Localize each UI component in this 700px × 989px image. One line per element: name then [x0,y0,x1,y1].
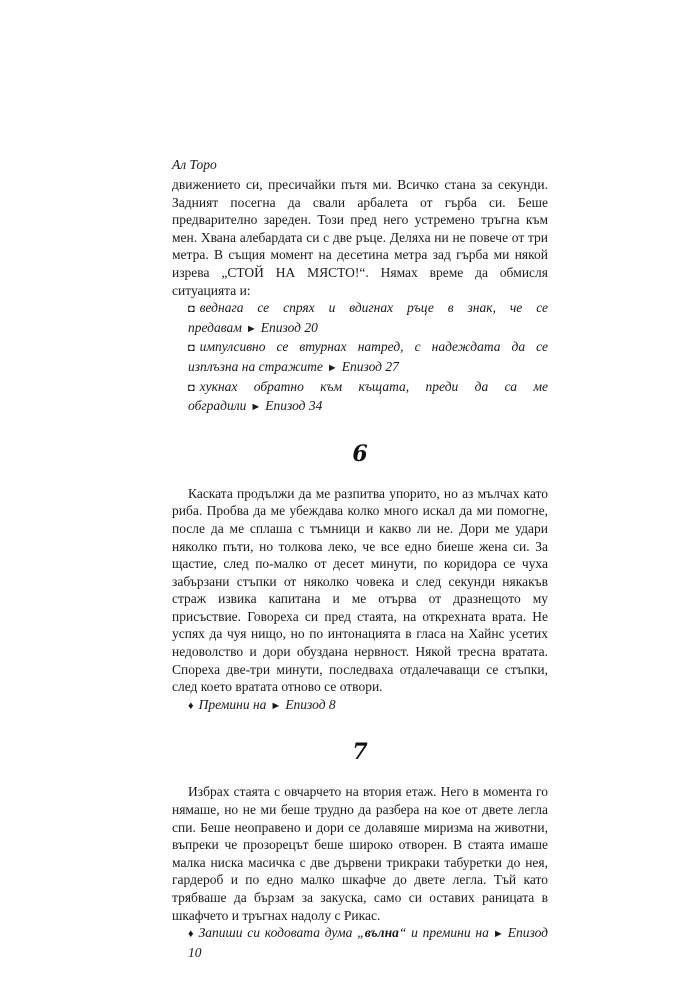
choice-episode[interactable]: Епизод 20 [260,319,318,335]
choice-episode[interactable]: Епизод 27 [341,358,399,374]
choice-item[interactable] [172,924,548,961]
diamond-icon: ♦ [188,928,194,941]
arrow-right-icon: ► [326,361,338,374]
choice-item[interactable] [172,378,548,417]
intro-choices [172,299,548,417]
choice-item[interactable] [172,338,548,377]
running-head: Ал Торо [172,157,217,172]
arrow-right-icon: ► [245,322,257,335]
arrow-right-icon: ► [270,699,282,712]
choice-text: Премини на [198,696,267,712]
choice-episode[interactable]: Епизод 8 [285,696,336,712]
arrow-right-icon: ► [250,401,262,414]
choice-episode[interactable]: Епизод 10 [188,925,548,960]
choice-episode[interactable]: Епизод 34 [265,398,323,414]
choice-item[interactable] [172,696,548,716]
book-page [172,156,548,961]
choice-marker-icon: ◘ [188,342,195,355]
choice-text: хукнах обратно към къщата, преди да са ме обградили [188,378,548,414]
choice-text: “ и премини на [398,925,489,941]
choice-text: веднага се спрях и вдигнах ръце в знак, че се предавам [188,300,548,335]
diamond-icon: ♦ [188,699,194,712]
arrow-right-icon: ► [492,928,504,941]
section-number: 6 [352,440,368,467]
choice-marker-icon: ◘ [188,303,195,316]
choice-marker-icon: ◘ [188,381,195,394]
intro-paragraph: движението си, пресичайки пътя ми. Всичко стана за секунди. Задният посегна да свали арбалета от гърба си. Беше предварително зареден. Този пред него устремено тръгна към мен. Хвана алебардата си с две ръце. Деляха ни не повече от три метра. В същия момент на десетина метра зад гърба ми някой изрева „СТОЙ НА МЯСТО!“. Нямах време да обмисля ситуацията и: [172,177,548,298]
section-paragraph: Каската продължи да ме разпитва упорито, но аз мълчах като риба. Пробва да ме убеждава колко много искал да ми помогне, после да ме сплаша с тъмници и какво ли не. Дори ме удари няколко пъти, но толкова леко, че все едно биеше жена си. За щастие, след по-малко от десет минути, по коридора се чуха забързани стъпки от няколко човека и след секунди някакъв страж извика капитана и ме отърва от дразнещото му присъствие. Говореха си пред стаята, на открехната врата. Не успях да чуя нищо, но по интонацията в гласа на Хайнс усетих недоволство и дори обуздана нервност. Някой тресна вратата. Спореха две-три минути, последваха отдалечаващи се стъпки, след което вратата отново се отвори. [172,485,548,695]
section-paragraph: Избрах стаята с овчарчето на втория етаж. Него в момента го нямаше, но не ми беше трудно да разбера на кое от двете легла спи. Беше неоправено и дори се долавяше миризма на животни, въпреки че прозорецът беше широко отворен. В стаята имаше малка ниска масичка с две дървени трикраки табуретки до нея, гардероб и по едно малко шкафче до двете легла. Тъй като трябваше да бързам за закуска, само си оставих раницата в шкафчето и тръгнах надолу с Рикас. [172,784,548,923]
choice-text: импулсивно се втурнах натред, с надеждата да се изплъзна на стражите [188,339,548,374]
choice-item[interactable] [172,299,548,338]
codeword: вълна [364,925,399,941]
choice-text: Запиши си кодовата дума „ [198,925,365,941]
section-number: 7 [352,739,368,766]
